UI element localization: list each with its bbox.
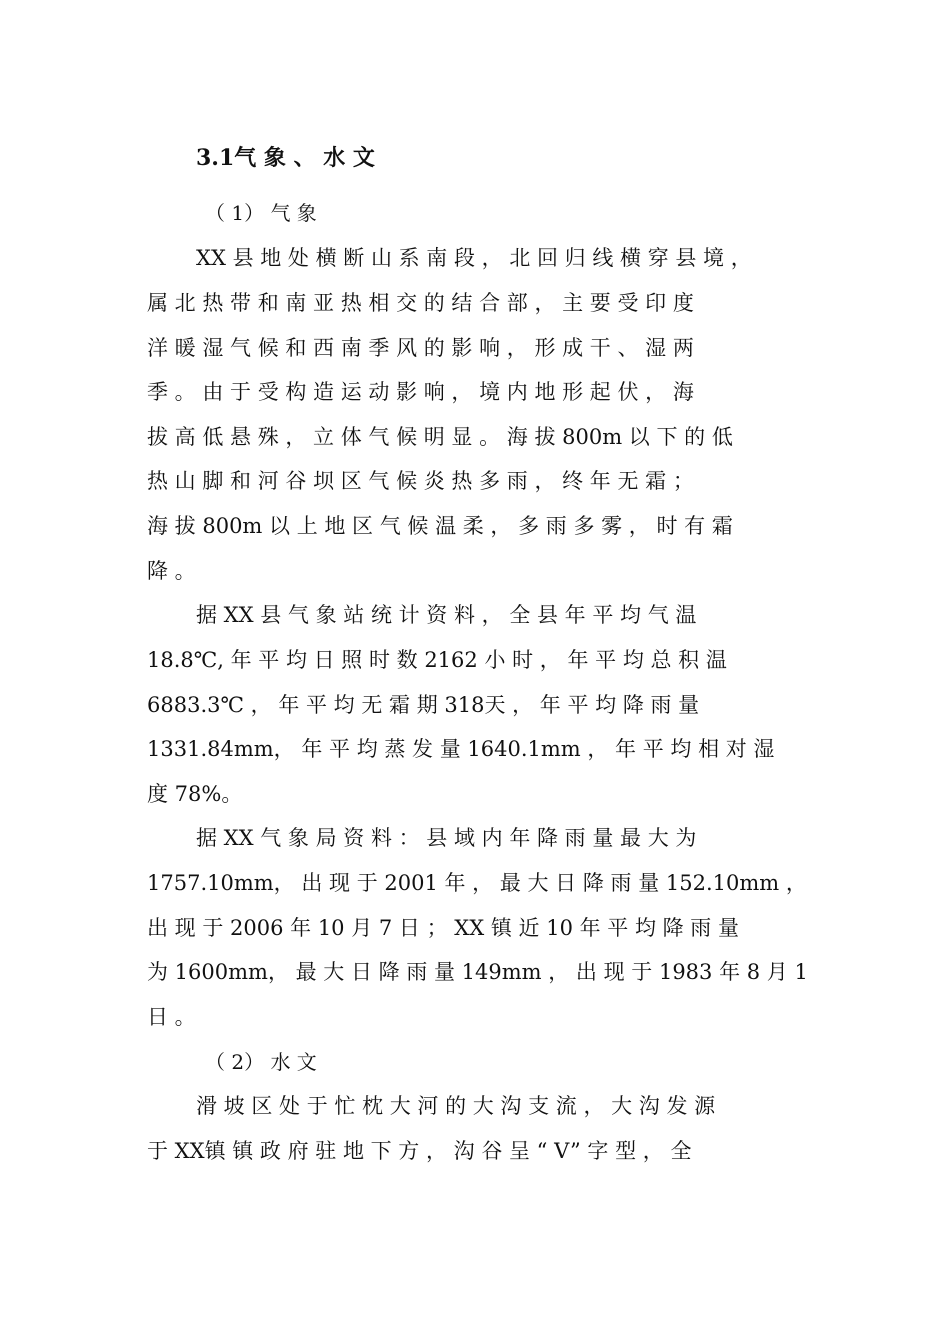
paragraph-line: 季 。 由 于 受 构 造 运 动 影 响 ， 境 内 地 形 起 伏 ， 海 bbox=[147, 380, 694, 404]
paragraph-line: 出 现 于 2006 年 10 月 7 日 ； XX 镇 近 10 年 平 均 降 雨 量 bbox=[147, 916, 739, 940]
paragraph-line: 1331.84mm， 年 平 均 蒸 发 量 1640.1mm ， 年 平 均 相 对 湿 bbox=[147, 737, 775, 761]
paragraph-line: 据 XX 县 气 象 站 统 计 资 料 ， 全 县 年 平 均 气 温 bbox=[196, 603, 697, 627]
paragraph-line: 属 北 热 带 和 南 亚 热 相 交 的 结 合 部 ， 主 要 受 印 度 bbox=[147, 291, 694, 315]
paragraph-line: 拔 高 低 悬 殊 ， 立 体 气 候 明 显 。 海 拔 800m 以 下 的 低 bbox=[147, 425, 733, 449]
subsection-heading-hydrology: （ 2） 水 文 bbox=[205, 1050, 317, 1074]
paragraph-line: 热 山 脚 和 河 谷 坝 区 气 候 炎 热 多 雨 ， 终 年 无 霜 ； bbox=[147, 469, 694, 493]
paragraph-line: 洋 暖 湿 气 候 和 西 南 季 风 的 影 响 ， 形 成 干 、 湿 两 bbox=[147, 336, 694, 360]
paragraph-line: 据 XX 气 象 局 资 料 ： 县 域 内 年 降 雨 量 最 大 为 bbox=[196, 826, 697, 850]
subsection-heading-meteorology: （ 1） 气 象 bbox=[205, 201, 317, 225]
paragraph-line: 降 。 bbox=[147, 559, 196, 583]
paragraph-line: 滑 坡 区 处 于 忙 枕 大 河 的 大 沟 支 流 ， 大 沟 发 源 bbox=[196, 1094, 716, 1118]
section-title: 3.1气 象 、 水 文 bbox=[196, 145, 375, 171]
paragraph-line: 于 XX镇 镇 政 府 驻 地 下 方 ， 沟 谷 呈 “ V” 字 型 ， 全 bbox=[147, 1139, 692, 1163]
paragraph-line: 度 78%。 bbox=[147, 782, 243, 806]
paragraph-line: 海 拔 800m 以 上 地 区 气 候 温 柔 ， 多 雨 多 雾 ， 时 有 霜 bbox=[147, 514, 733, 538]
paragraph-line: 1757.10mm， 出 现 于 2001 年 ， 最 大 日 降 雨 量 152.10mm ， bbox=[147, 871, 807, 895]
paragraph-line: 日 。 bbox=[147, 1005, 196, 1029]
paragraph-line: 6883.3℃ ， 年 平 均 无 霜 期 318天 ， 年 平 均 降 雨 量 bbox=[147, 693, 700, 717]
paragraph-line: XX 县 地 处 横 断 山 系 南 段 ， 北 回 归 线 横 穿 县 境 ， bbox=[196, 246, 752, 270]
paragraph-line: 为 1600mm， 最 大 日 降 雨 量 149mm ， 出 现 于 1983 年 8 月 1 bbox=[147, 960, 808, 984]
paragraph-line: 18.8℃, 年 平 均 日 照 时 数 2162 小 时 ， 年 平 均 总 积 温 bbox=[147, 648, 727, 672]
